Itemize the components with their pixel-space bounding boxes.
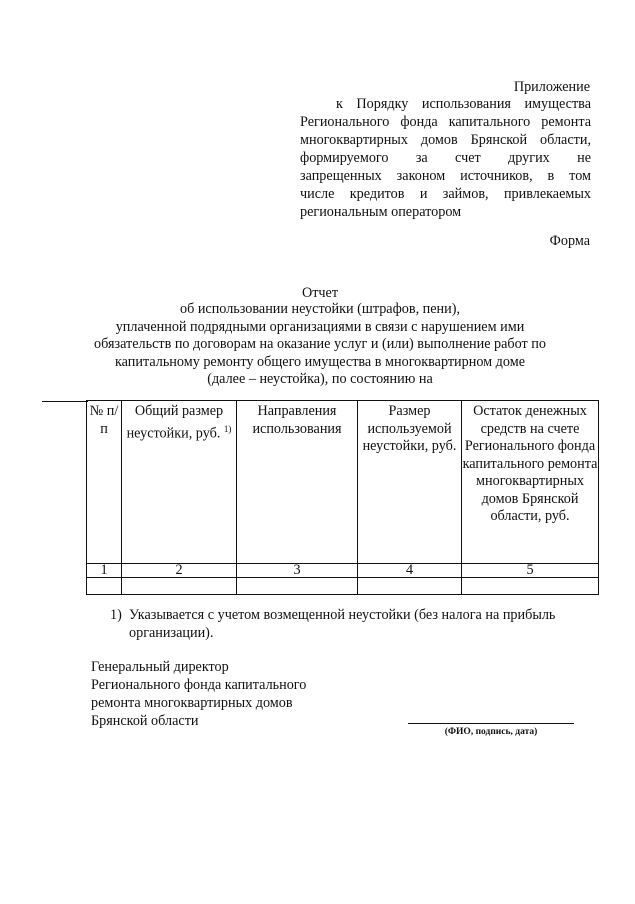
header-total-penalty: Общий размер неустойки, руб. $^{1)}$ — [122, 401, 237, 564]
footnote — [110, 606, 590, 642]
appendix-line: формируемого за счет других не — [300, 150, 591, 166]
footnote-text: Указывается с учетом возмещенной неустойки (без налога на прибыль организации). — [129, 607, 556, 641]
appendix-line: региональным оператором — [300, 204, 462, 220]
report-title: Отчет — [301, 285, 339, 301]
table-row — [87, 578, 599, 595]
column-number: 4 — [358, 564, 462, 578]
appendix-title: Приложение — [513, 79, 590, 95]
appendix-line: числе кредитов и займов, привлекаемых — [300, 186, 591, 202]
header-used-penalty: Размер используемой неустойки, руб. — [358, 401, 462, 564]
date-blank-field — [42, 389, 88, 402]
table-row — [87, 564, 599, 578]
appendix-line: запрещенных законом источников, в том — [300, 168, 591, 184]
footnote-ref: 1) — [223, 423, 232, 434]
signer-line: Брянской области — [91, 713, 199, 729]
table-cell — [358, 578, 462, 595]
table-cell — [237, 578, 358, 595]
report-subtitle-line: об использовании неустойки (штрафов, пени), — [179, 301, 461, 317]
report-subtitle-line: обязательств по договорам на оказание услуг и (или) выполнение работ по — [94, 336, 546, 352]
report-date-line — [40, 371, 600, 402]
report-date-text: (далее – неустойка), по состоянию на — [207, 371, 433, 387]
column-number: 2 — [122, 564, 237, 578]
column-number: 5 — [462, 564, 599, 578]
table-cell — [462, 578, 599, 595]
appendix-line: к Порядку использования имущества — [336, 96, 591, 112]
signer-line: Регионального фонда капитального — [91, 677, 307, 693]
signer-block — [91, 658, 306, 730]
footnote-marker: 1) — [110, 607, 122, 623]
signer-line: Генеральный директор — [91, 659, 229, 675]
appendix-line: Регионального фонда капитального ремонта — [300, 114, 591, 130]
report-table — [86, 400, 599, 595]
signature-caption: (ФИО, подпись, дата) — [444, 727, 538, 737]
form-label: Форма — [549, 233, 590, 249]
header-number: № п/п — [87, 401, 122, 564]
table-header-row — [87, 401, 599, 564]
column-number: 3 — [237, 564, 358, 578]
appendix-line: многоквартирных домов Брянской области, — [300, 132, 591, 148]
signature-line — [408, 723, 574, 724]
report-subtitle-line: уплаченной подрядными организациями в связи с нарушением ими — [115, 318, 525, 335]
appendix-reference — [300, 95, 591, 221]
report-subtitle — [40, 301, 600, 402]
signer-line: ремонта многоквартирных домов — [91, 695, 293, 711]
header-directions: Направления использования — [237, 401, 358, 564]
column-number: 1 — [87, 564, 122, 578]
table-cell — [87, 578, 122, 595]
header-remaining-funds: Остаток денежных средств на счете Регионального фонда капитального ремонта многоквартирных домов Брянской области, руб. — [462, 401, 599, 564]
report-subtitle-line: капитальному ремонту общего имущества в многоквартирном доме — [114, 353, 525, 370]
table-cell — [122, 578, 237, 595]
